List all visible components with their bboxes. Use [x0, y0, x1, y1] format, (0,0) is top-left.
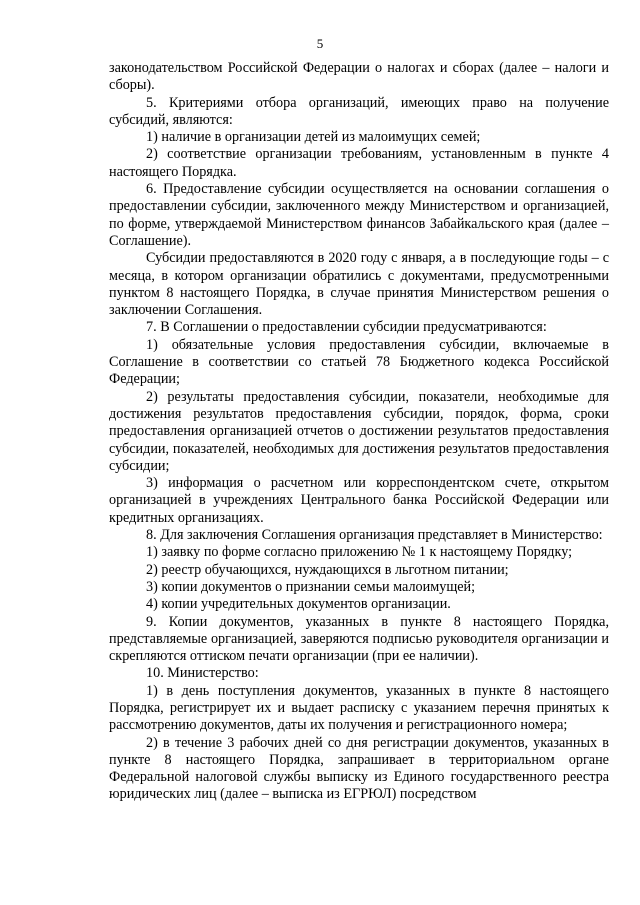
- paragraph-item-10-1: 1) в день поступления документов, указанных в пункте 8 настоящего Порядка, регистрирует их и выдает расписку с указанием перечня принятых к рассмотрению документов, даты их получения и регистрационного номера;: [109, 682, 609, 734]
- paragraph-item-5-2: 2) соответствие организации требованиям, установленным в пункте 4 настоящего Порядка.: [109, 146, 609, 180]
- page-number: 5: [316, 36, 324, 51]
- paragraph-item-7-2: 2) результаты предоставления субсидии, показатели, необходимые для достижения результатов предоставления субсидии, порядок, форма, сроки предоставления организацией отчетов о достижении результатов предоставления субсидии, показателей, необходимых для достижения результатов предоставления субсидии;: [109, 388, 609, 474]
- paragraph-item-10-2: 2) в течение 3 рабочих дней со дня регистрации документов, указанных в пункте 8 настоящего Порядка, запрашивает в территориальном органе Федеральной налоговой службы выписку из Единого государственного реестра юридических лиц (далее – выписка из ЕГРЮЛ) посредством: [109, 734, 609, 803]
- paragraph-item-5: 5. Критериями отбора организаций, имеющих право на получение субсидий, являются:: [109, 94, 609, 128]
- paragraph-item-6-subsidies: Субсидии предоставляются в 2020 году с января, а в последующие годы – с месяца, в котором организации обратились с документами, предусмотренными пунктом 8 настоящего Порядка, в случае принятия Министерством решения о заключении Соглашения.: [109, 250, 609, 319]
- paragraph-item-7: 7. В Соглашении о предоставлении субсидии предусматриваются:: [146, 319, 547, 336]
- paragraph-item-6: 6. Предоставление субсидии осуществляется на основании соглашения о предоставлении субсидии, заключенного между Министерством и организацией, по форме, утверждаемой Министерством финансов Забайкальского края (далее – Соглашение).: [109, 181, 609, 249]
- paragraph-item-8-4: 4) копии учредительных документов организации.: [146, 596, 451, 613]
- paragraph-item-8-2: 2) реестр обучающихся, нуждающихся в льготном питании;: [146, 561, 509, 578]
- paragraph-item-10: 10. Министерство:: [146, 665, 259, 682]
- paragraph-item-7-3: 3) информация о расчетном или корреспондентском счете, открытом организацией в учреждениях Центрального банка Российской Федерации или кредитных организациях.: [109, 475, 609, 526]
- paragraph-item-5-1: 1) наличие в организации детей из малоимущих семей;: [146, 129, 481, 146]
- paragraph-item-8-3: 3) копии документов о признании семьи малоимущей;: [146, 578, 476, 595]
- document-body: [109, 60, 609, 804]
- paragraph-item-8-1: 1) заявку по форме согласно приложению № 1 к настоящему Порядку;: [146, 544, 573, 561]
- paragraph-item-9: 9. Копии документов, указанных в пункте 8 настоящего Порядка, представляемые организацией, заверяются подписью руководителя организации и скрепляются оттиском печати организации (при ее наличии).: [109, 613, 609, 665]
- paragraph-continuation: законодательством Российской Федерации о налогах и сборах (далее – налоги и сборы).: [109, 60, 609, 94]
- paragraph-item-7-1: 1) обязательные условия предоставления субсидии, включаемые в Соглашение в соответствии со статьей 78 Бюджетного кодекса Российской Федерации;: [109, 336, 609, 388]
- paragraph-item-8: 8. Для заключения Соглашения организация представляет в Министерство:: [146, 527, 603, 544]
